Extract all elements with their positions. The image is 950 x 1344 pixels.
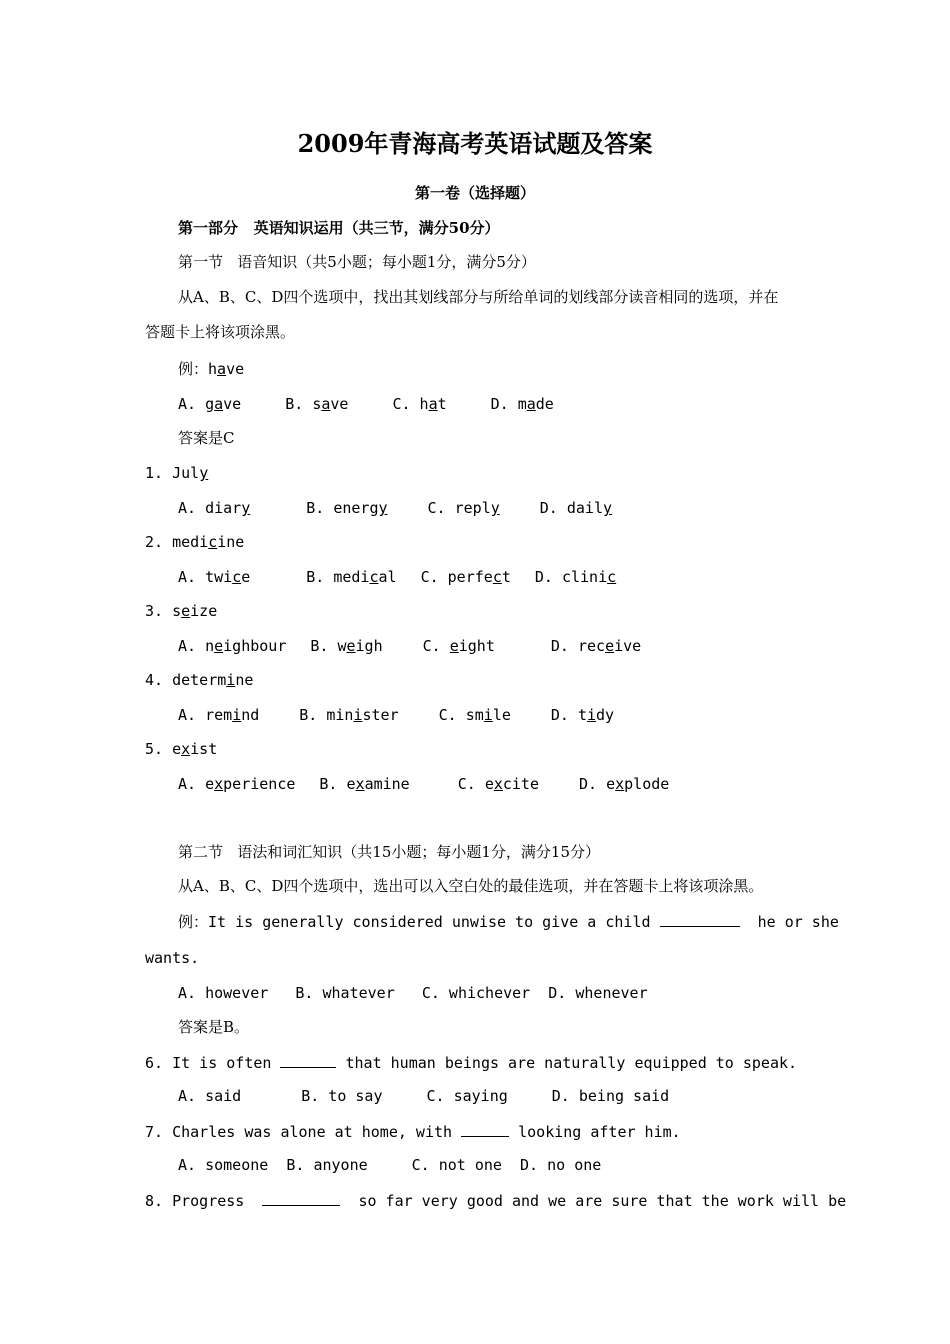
option: B. energy: [306, 499, 388, 517]
grammar-example: 例：It is generally considered unwise to give a child he or she: [178, 913, 839, 931]
section1-instruction-cont: 答题卡上将该项涂黑。: [145, 323, 296, 341]
grammar-example-answer: 答案是B。: [178, 1018, 250, 1036]
option: C. eight: [422, 637, 495, 655]
option: A. experience: [178, 775, 296, 793]
option: D. receive: [550, 637, 642, 655]
section2-instruction: 从A、B、C、D四个选项中，选出可以入空白处的最佳选项，并在答题卡上将该项涂黑。: [178, 877, 764, 895]
grammar-example-options: A. however B. whatever C. whichever D. whenever: [178, 984, 648, 1002]
question-5-options: [178, 774, 669, 794]
option: C. excite: [457, 775, 539, 793]
question-6-options: A. said B. to say C. saying D. being said: [178, 1087, 670, 1105]
option: A. twice: [178, 568, 251, 586]
option: D. tidy: [550, 706, 615, 724]
question-7-options: A. someone B. anyone C. not one D. no one: [178, 1156, 602, 1174]
answer-blank: [461, 1121, 509, 1137]
option: B. minister: [299, 706, 399, 724]
example-word: 例：have: [178, 360, 245, 378]
option: C. smile: [438, 706, 511, 724]
answer-blank: [660, 911, 740, 927]
question-3: 3. seize: [145, 602, 218, 620]
question-6: 6. It is often that human beings are naturally equipped to speak.: [145, 1054, 798, 1072]
answer-blank: [280, 1052, 336, 1068]
question-2-options: [178, 567, 616, 587]
question-5: 5. exist: [145, 740, 218, 758]
option: D. daily: [539, 499, 613, 517]
option: D. clinic: [534, 568, 617, 586]
section1-heading: 第一节 语音知识（共5小题；每小题1分，满分5分）: [178, 253, 536, 271]
option: B. examine: [319, 775, 410, 793]
section2-heading: 第二节 语法和词汇知识（共15小题；每小题1分，满分15分）: [178, 843, 601, 861]
question-2: 2. medicine: [145, 533, 245, 551]
example-options: A. gave B. save C. hat D. made: [178, 395, 554, 413]
question-4-options: [178, 705, 614, 725]
option: C. reply: [427, 499, 500, 517]
answer-blank: [262, 1190, 340, 1206]
option: C. perfect: [420, 568, 511, 586]
option: B. weigh: [310, 637, 383, 655]
volume-heading: 第一卷（选择题）: [414, 184, 535, 202]
option: B. medical: [306, 568, 397, 586]
question-8: 8. Progress so far very good and we are sure that the work will be: [145, 1192, 847, 1210]
question-3-options: [178, 636, 641, 656]
question-1: 1. July: [145, 464, 209, 482]
question-1-options: [178, 498, 612, 518]
section1-instruction: 从A、B、C、D四个选项中，找出其划线部分与所给单词的划线部分读音相同的选项，并在: [178, 288, 779, 306]
option: A. diary: [178, 499, 251, 517]
option: D. explode: [579, 775, 670, 793]
grammar-example-cont: wants.: [145, 949, 200, 967]
part1-heading: 第一部分 英语知识运用（共三节，满分50分）: [178, 219, 500, 237]
example-answer: 答案是C: [178, 429, 235, 447]
option: A. remind: [178, 706, 260, 724]
page-title: 2009年青海高考英语试题及答案: [297, 129, 653, 158]
question-7: 7. Charles was alone at home, with looking after him.: [145, 1123, 681, 1141]
option: A. neighbour: [178, 637, 287, 655]
question-4: 4. determine: [145, 671, 254, 689]
